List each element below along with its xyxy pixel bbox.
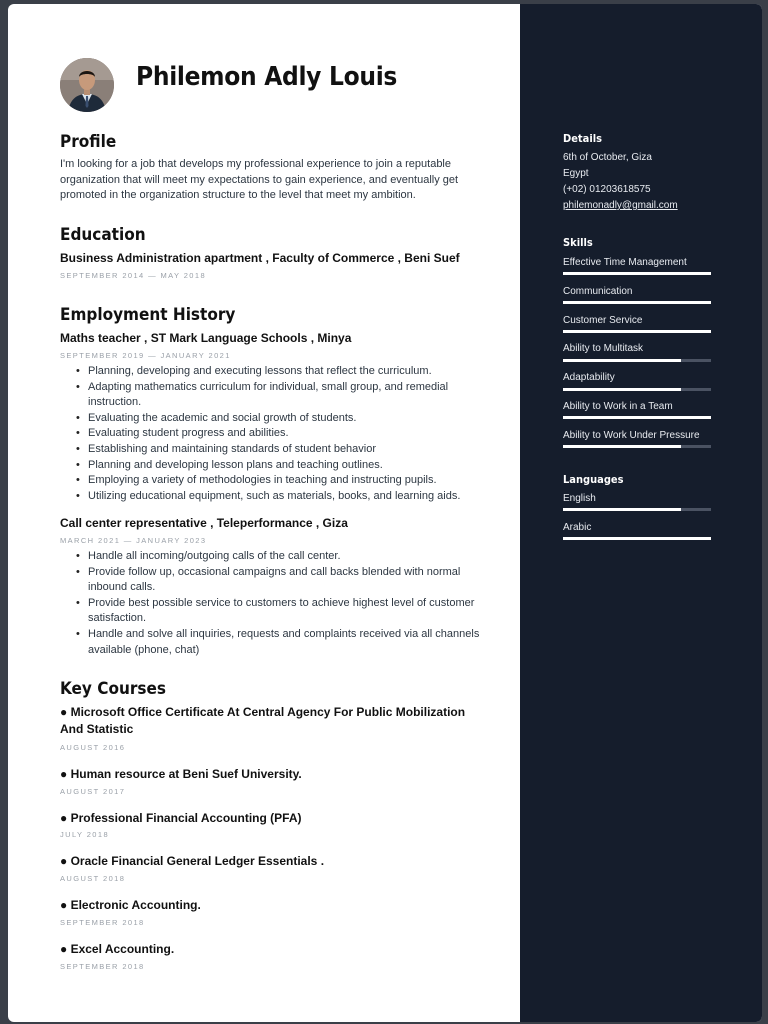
education-heading: Education — [60, 225, 146, 245]
sidebar — [520, 4, 762, 1022]
course-date: AUGUST 2018 — [60, 874, 126, 883]
phone-number: (+02) 01203618575 — [563, 184, 651, 195]
course-title: ● Electronic Accounting. — [60, 898, 201, 912]
education-title: Business Administration apartment , Faculty of Commerce , Beni Suef — [60, 251, 460, 265]
profile-photo — [60, 58, 114, 112]
job-duty: • Provide follow up, occasional campaigns and call backs blended with normal inbound calls. — [88, 565, 498, 596]
job-duty: • Evaluating student progress and abilities. — [88, 426, 498, 442]
job-duty: • Adapting mathematics curriculum for individual, small group, and remedial instruction. — [88, 380, 498, 411]
job-duty: • Planning and developing lesson plans and teaching outlines. — [88, 458, 498, 474]
skill-level-bar — [563, 301, 711, 304]
skill-level-fill — [563, 330, 711, 333]
job-duty: • Utilizing educational equipment, such as materials, books, and learning aids. — [88, 489, 498, 505]
skill-label: Adaptability — [563, 372, 615, 383]
course-title: ● Professional Financial Accounting (PFA) — [60, 811, 302, 825]
address-city: 6th of October, Giza — [563, 152, 652, 163]
skill-level-fill — [563, 272, 711, 275]
course-date: SEPTEMBER 2018 — [60, 918, 145, 927]
course-title: ● Human resource at Beni Suef University. — [60, 767, 302, 781]
skill-level-bar — [563, 445, 711, 448]
skill-level-bar — [563, 272, 711, 275]
language-level-bar — [563, 537, 711, 540]
job-duties-list — [60, 549, 498, 658]
employment-heading: Employment History — [60, 305, 236, 325]
details-heading: Details — [563, 132, 603, 145]
course-date: AUGUST 2017 — [60, 787, 126, 796]
job-duties-list — [60, 364, 498, 504]
course-title: ● Excel Accounting. — [60, 942, 175, 956]
skill-level-bar — [563, 388, 711, 391]
course-date: AUGUST 2016 — [60, 743, 126, 752]
course-title: ● Oracle Financial General Ledger Essentials . — [60, 854, 325, 868]
language-level-fill — [563, 537, 711, 540]
job-duty: • Evaluating the academic and social growth of students. — [88, 411, 498, 427]
language-level-bar — [563, 508, 711, 511]
skills-heading: Skills — [563, 236, 593, 249]
email-link[interactable]: philemonadly@gmail.com — [563, 200, 678, 211]
job-duty: • Provide best possible service to customers to achieve highest level of customer satisfaction. — [88, 596, 498, 627]
skill-label: Customer Service — [563, 315, 643, 326]
skill-level-fill — [563, 388, 681, 391]
skill-level-fill — [563, 359, 681, 362]
skill-label: Ability to Work Under Pressure — [563, 430, 700, 441]
course-date: SEPTEMBER 2018 — [60, 962, 145, 971]
skill-label: Ability to Multitask — [563, 343, 644, 354]
job-title: Call center representative , Teleperformance , Giza — [60, 516, 348, 530]
course-title: ● Microsoft Office Certificate At Central Agency For Public Mobilization And Statistic — [60, 705, 466, 736]
languages-heading: Languages — [563, 473, 624, 486]
job-duty: • Establishing and maintaining standards of student behavior — [88, 442, 498, 458]
skill-label: Ability to Work in a Team — [563, 401, 673, 412]
job-date: MARCH 2021 — JANUARY 2023 — [60, 536, 207, 545]
skill-label: Communication — [563, 286, 633, 297]
course-date: JULY 2018 — [60, 830, 110, 839]
address-country: Egypt — [563, 168, 589, 179]
skill-level-fill — [563, 416, 711, 419]
candidate-name: Philemon Adly Louis — [136, 62, 398, 92]
education-date: SEPTEMBER 2014 — MAY 2018 — [60, 271, 207, 280]
job-duty: • Employing a variety of methodologies in teaching and instructing pupils. — [88, 473, 498, 489]
job-title: Maths teacher , ST Mark Language Schools , Minya — [60, 331, 352, 345]
language-label: Arabic — [563, 522, 592, 533]
skill-label: Effective Time Management — [563, 257, 687, 268]
courses-heading: Key Courses — [60, 679, 166, 699]
language-label: English — [563, 493, 596, 504]
skill-level-fill — [563, 445, 681, 448]
resume-page — [8, 4, 762, 1022]
profile-summary: I'm looking for a job that develops my professional experience to join a reputable organization that will meet my expectations to gain experience, and eventually get promoted in the organization structure to the level that meet my ambition. — [60, 158, 459, 202]
job-duty: • Handle and solve all inquiries, requests and complaints received via all channels available (phone, chat) — [88, 627, 498, 658]
profile-photo-image — [60, 58, 114, 112]
skill-level-fill — [563, 301, 711, 304]
skill-level-bar — [563, 416, 711, 419]
language-level-fill — [563, 508, 681, 511]
job-duty: • Handle all incoming/outgoing calls of the call center. — [88, 549, 498, 565]
profile-heading: Profile — [60, 132, 117, 152]
skill-level-bar — [563, 330, 711, 333]
job-duty: • Planning, developing and executing lessons that reflect the curriculum. — [88, 364, 498, 380]
skill-level-bar — [563, 359, 711, 362]
job-date: SEPTEMBER 2019 — JANUARY 2021 — [60, 351, 231, 360]
